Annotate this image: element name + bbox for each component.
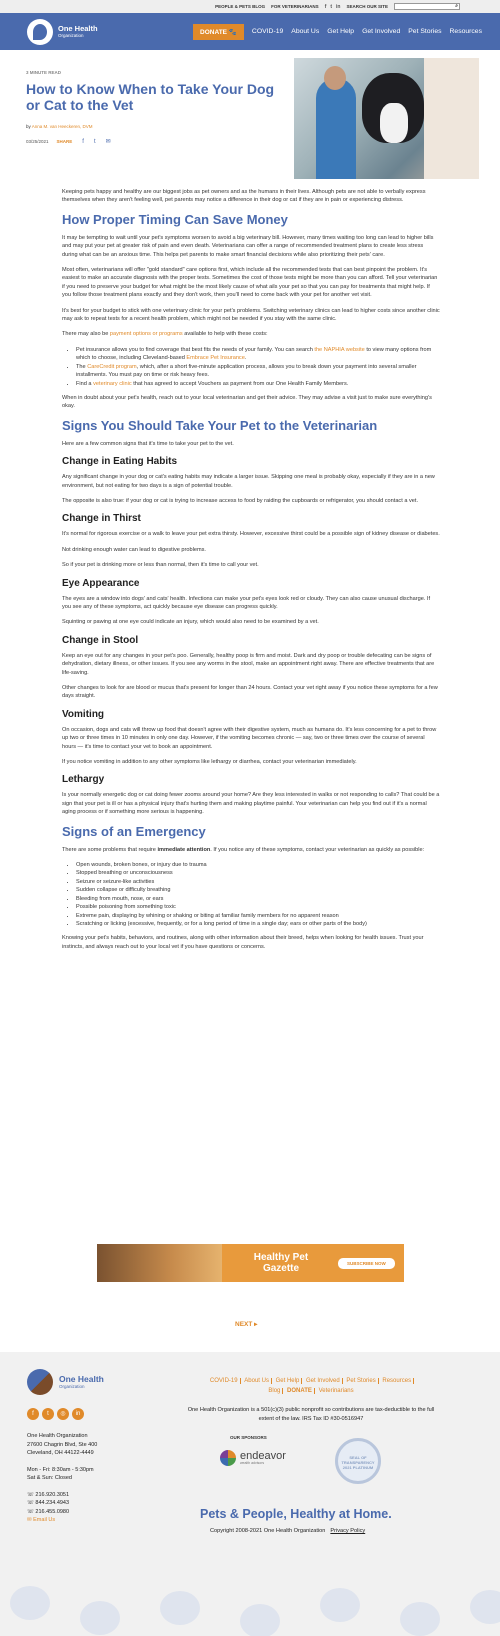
footer-link[interactable]: Get Involved	[304, 1378, 343, 1384]
heading-signs: Signs You Should Take Your Pet to the Veterinarian	[62, 417, 378, 433]
phone-number[interactable]: ☏ 216.920.3051	[27, 1491, 70, 1498]
paragraph: On occasion, dogs and cats will throw up food that doesn't agree with their digestive system, much as humans do. It's less concerning for a pet to throw up two or three times in 10 minutes in only one day. However, if the vomiting becomes chronic — say, two or three times over the course of several hours — it's time to contact your vet to book an appointment.	[62, 726, 437, 750]
gazette-banner[interactable]	[97, 1244, 404, 1282]
paragraph: Any significant change in your dog or cat's eating habits may indicate a larger issue. Skipping one meal is probably okay, especially if they are in a new environment, but not eating for two days is a sign of potential trouble.	[62, 474, 435, 489]
footer-link[interactable]: Pet Stories	[344, 1378, 378, 1384]
read-time: 3 MINUTE READ	[26, 70, 62, 75]
banner-title: Healthy Pet Gazette	[253, 1252, 309, 1274]
list-item: • Seizure or seizure-like activities	[76, 878, 440, 886]
byline: by Anna M. van Heeckeren, DVM	[26, 124, 93, 129]
list-item: • Pet insurance allows you to find coverage that best fits the needs of your family. You can search the NAPHIA website to view many options from which to choose, including Cleveland-based Embrace Pet Insurance.	[76, 346, 440, 363]
list-item: • Scratching or licking (excessive, frequently, or for a long period of time in a single day; ears or other parts of the body)	[76, 920, 440, 928]
instagram-icon[interactable]: ◎	[57, 1408, 69, 1420]
footer-link[interactable]: COVID-19	[208, 1378, 241, 1384]
blog-link[interactable]: PEOPLE & PETS BLOG	[215, 4, 266, 9]
paragraph: Knowing your pet's habits, behaviors, and routines, along with other information about their breed, helps when looking for health issues. Trust your instincts, and always reach out to your local vet if you have questions or concerns.	[62, 935, 424, 950]
heading-timing: How Proper Timing Can Save Money	[62, 211, 288, 227]
footer-link[interactable]: Get Help	[274, 1378, 303, 1384]
footer-link[interactable]: Blog	[266, 1388, 283, 1394]
article-title: How to Know When to Take Your Dog or Cat to the Vet	[26, 81, 275, 113]
footer-links	[186, 1376, 436, 1396]
photo-owner	[424, 58, 479, 179]
paragraph: It's normal for rigorous exercise or a walk to leave your pet extra thirsty. However, excessive thirst could be a possible sign of kidney disease or diabetes.	[62, 531, 440, 538]
email-share-icon[interactable]: ✉	[105, 139, 111, 145]
linkedin-icon[interactable]: in	[72, 1408, 84, 1420]
list-item: • Extreme pain, displaying by whining or shaking or biting at familiar family members for no apparent reason	[76, 912, 440, 920]
paragraph: Most often, veterinarians will offer "gold standard" care options first, which include all the recommended tests that can best pinpoint the problem. It's easiest to make an accurate diagnosis with the proper tests. Sometimes the cost of those tests might be more than you can afford. Tell your veterinarian if you need to preserve your budget for what might be the most likely cause of what ails your pet so that you can pay for treatments that might help. If you follow those treatment plans exactly and they don't work, then you'll need to come back with your pet for another vet visit.	[62, 267, 438, 299]
footer-link[interactable]: DONATE	[285, 1388, 315, 1394]
payment-options-link[interactable]: payment options or programs	[109, 331, 183, 338]
endeavor-icon	[220, 1450, 236, 1466]
phone-number[interactable]: ☏ 844.234.4943	[27, 1500, 70, 1506]
phone-number[interactable]: ☏ 216.455.0980	[27, 1508, 70, 1515]
vet-clinic-link[interactable]: veterinary clinic	[93, 380, 132, 387]
vets-link[interactable]: FOR VETERINARIANS	[271, 4, 319, 9]
footer-social	[27, 1408, 84, 1420]
subscribe-button[interactable]: SUBSCRIBE NOW	[338, 1258, 395, 1269]
copyright: Copyright 2008-2021 One Health Organization Privacy Policy	[210, 1528, 366, 1534]
heading-thirst: Change in Thirst	[62, 513, 141, 525]
paw-pattern	[0, 1546, 500, 1636]
paragraph: Is your normally energetic dog or cat doing fewer zooms around your home? Are they less interested in walks or not responding to calls? That could be a sign that your pet is ill or has a physical injury that's hurting them and making playtime painful. Your veterinarian can help you find out if it's a normal aging process or if something more serious is happening.	[62, 792, 440, 816]
paragraph: If you notice vomiting in addition to any other symptoms like lethargy or diarrhea, contact your veterinarian immediately.	[62, 759, 357, 766]
twitter-icon[interactable]: t	[330, 3, 333, 10]
facebook-icon[interactable]: f	[324, 3, 327, 10]
footer-link[interactable]: Resources	[380, 1378, 414, 1384]
transparency-seal[interactable]: SEAL OF TRANSPARENCY 2021 PLATINUM	[335, 1438, 381, 1484]
photo-vet-head	[324, 66, 346, 90]
endeavor-sponsor-logo[interactable]: endeavor wealth advisors	[220, 1450, 286, 1466]
photo-vet	[316, 78, 356, 179]
nav-get-help[interactable]: Get Help	[327, 28, 355, 35]
tax-note: One Health Organization is a 501(c)(3) public nonprofit so contributions are tax-deductible to the full extent of the law. IRS Tax ID #30-0516947	[187, 1407, 435, 1422]
author-link[interactable]: Anna M. van Heeckeren, DVM	[31, 124, 93, 129]
list-item: • Sudden collapse or difficulty breathing	[76, 886, 440, 894]
paragraph: It's best for your budget to stick with one veterinary clinic for your pet's problems. Switching veterinary clinics can lead to higher costs since another clinic may ask to repeat tests for a recent health problem, which might not be needed if you stay with the same clinic.	[62, 307, 440, 323]
paragraph: Not drinking enough water can lead to digestive problems.	[62, 546, 206, 553]
next-link[interactable]: NEXT ▸	[235, 1321, 258, 1328]
site-footer	[0, 1352, 500, 1636]
list-item: • The CareCredit program, which, after a short five-minute application process, allows you to break down your payment into several smaller installments. You must pay on time or risk heavy fees.	[76, 363, 440, 380]
hero-photo	[294, 58, 479, 179]
paragraph: The opposite is also true: if your dog or cat is trying to increase access to food by raiding the cupboards or refrigerator, you should contact a vet.	[62, 497, 419, 504]
footer-link[interactable]: Veterinarians	[318, 1388, 354, 1394]
donate-button[interactable]: DONATE 🐾	[193, 24, 244, 40]
carecredit-link[interactable]: CareCredit program	[87, 363, 137, 370]
facebook-icon[interactable]: f	[27, 1408, 39, 1420]
heading-vomiting: Vomiting	[62, 708, 105, 720]
nav-resources[interactable]: Resources	[449, 28, 482, 35]
list-item: • Find a veterinary clinic that has agreed to accept Vouchers as payment from our One Health Family Members.	[76, 380, 440, 388]
footer-address: One Health Organization 27600 Chagrin Blvd, Ste 400 Cleveland, OH 44122-4449 Mon - Fri: 8:30am - 5:30pm Sat & Sun: Closed ☏ 216.920.3051 ☏ 844.234.4943 ☏ 216.455.0980 ✉ Email Us	[27, 1433, 98, 1523]
heading-eye: Eye Appearance	[62, 577, 140, 589]
paragraph: So if your pet is drinking more or less than normal, then it's time to call your vet.	[62, 562, 259, 569]
list-item: • Stopped breathing or unconsciousness	[76, 869, 440, 877]
search-icon[interactable]: ⌕	[455, 3, 458, 9]
email-link[interactable]: ✉ Email Us	[27, 1517, 56, 1523]
heading-stool: Change in Stool	[62, 634, 139, 646]
heading-eating: Change in Eating Habits	[62, 456, 178, 468]
twitter-share-icon[interactable]: t	[93, 138, 96, 145]
facebook-share-icon[interactable]: f	[82, 138, 84, 145]
nav-pet-stories[interactable]: Pet Stories	[408, 28, 442, 35]
heading-emergency: Signs of an Emergency	[62, 823, 206, 839]
list-item: • Open wounds, broken bones, or injury due to trauma	[76, 861, 440, 869]
paragraph: When in doubt about your pet's health, reach out to your local veterinarian and get their advice. They may advise a visit just to make sure everything's okay.	[62, 394, 432, 410]
naphia-link[interactable]: the NAPHIA website	[314, 346, 365, 353]
logo-text: One Health Organization	[58, 24, 98, 38]
nav-get-involved[interactable]: Get Involved	[362, 28, 401, 35]
payment-list	[62, 346, 440, 388]
footer-link[interactable]: About Us	[242, 1378, 272, 1384]
paragraph: The eyes are a window into dogs' and cats' health. Infections can make your pet's eyes look red or cloudy. They can also cause unusual discharge. If you see any of these symptoms, act quickly because eye disease can progress quickly.	[62, 595, 431, 610]
paragraph: There may also be payment options or programs available to help with these costs:	[62, 331, 268, 338]
heading-lethargy: Lethargy	[62, 774, 105, 786]
footer-logo[interactable]: One Health Organization	[27, 1369, 104, 1395]
article-hero	[0, 0, 500, 185]
footer-logo-mark-icon	[27, 1369, 53, 1395]
paragraph: Keep an eye out for any changes in your pet's poo. Generally, healthy poop is firm and moist. Dark and dry poop or trouble defecating can be signs of dehydration, dietary illness, or other issues. If you see any worms in the stool, make an appointment right away. There are effective treatments that are life-saving.	[62, 652, 435, 676]
paragraph: Here are a few common signs that it's time to take your pet to the vet.	[62, 440, 234, 447]
publish-date: 03/25/2021	[26, 139, 49, 144]
emergency-list	[62, 861, 440, 928]
twitter-icon[interactable]: t	[42, 1408, 54, 1420]
list-item: • Bleeding from mouth, nose, or ears	[76, 895, 440, 903]
banner-photo	[97, 1244, 222, 1282]
list-item: • Possible poisoning from something toxic	[76, 903, 440, 911]
embrace-link[interactable]: Embrace Pet Insurance	[186, 355, 245, 362]
paragraph: Other changes to look for are blood or mucus that's present for longer than 24 hours. Contact your vet right away if you notice these symptoms for a few days straight.	[62, 685, 438, 700]
privacy-link[interactable]: Privacy Policy	[330, 1528, 366, 1534]
linkedin-icon[interactable]: in	[336, 3, 341, 10]
intro-paragraph: Keeping pets happy and healthy are our biggest jobs as pet owners and as the humans in their lives. Although pets are not able to verbally express themselves when they aren't feeling well, pet parents may notice a difference in their dog or cat if they are in pain or experiencing distress.	[62, 189, 426, 204]
search-label: SEARCH OUR SITE	[346, 4, 388, 9]
nav-about[interactable]: About Us	[291, 28, 320, 35]
sponsors-label: OUR SPONSORS	[230, 1435, 267, 1440]
photo-dog-chest	[380, 103, 408, 143]
date-share-row	[26, 138, 111, 145]
article-body	[62, 188, 440, 958]
paragraph: There are some problems that require immediate attention. If you notice any of these symptoms, contact your veterinarian as quickly as possible:	[62, 846, 425, 853]
nav-covid[interactable]: COVID-19	[251, 28, 284, 35]
paragraph: It may be tempting to wait until your pet's symptoms worsen to avoid a big veterinary bill. However, many times waiting too long can lead to higher bills and may put your pet at greater risk of pain and even death. Veterinarians can offer a range of recommended treatment plans to create less stress during what can be an anxious time. This helps pet parents to make smart financial decisions while also prioritizing their pets' care.	[62, 234, 434, 258]
share-label: SHARE	[56, 139, 73, 144]
footer-tagline: Pets & People, Healthy at Home.	[200, 1507, 392, 1521]
paragraph: Squinting or pawing at one eye could indicate an injury, which would also need to be examined by a vet.	[62, 619, 319, 626]
